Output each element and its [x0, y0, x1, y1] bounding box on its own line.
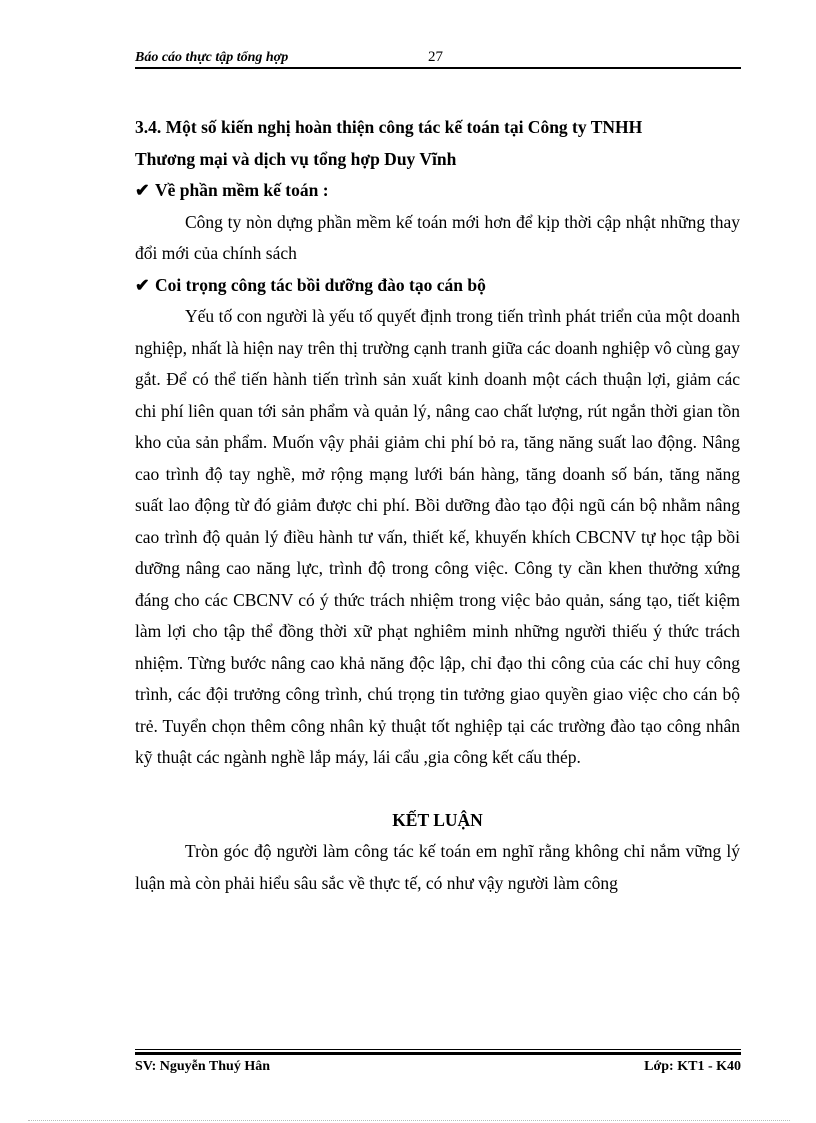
item-title-software: Về phần mềm kế toán :	[155, 180, 329, 200]
page-number: 27	[428, 49, 443, 65]
section-heading-line-2: Thương mại và dịch vụ tổng hợp Duy Vĩnh	[135, 148, 457, 169]
paragraph-conclusion: Tròn góc độ người làm công tác kế toán em nghĩ rằng không chỉ nắm vững lý luận mà còn phải hiểu sâu sắc về thực tế, có như vậy người làm công	[135, 841, 740, 893]
page-body	[135, 112, 740, 899]
header-title: Báo cáo thực tập tổng hợp	[135, 50, 289, 65]
check-icon: ✔	[135, 274, 150, 295]
paragraph-software: Công ty nòn dựng phần mềm kế toán mới hơn để kịp thời cập nhật những thay đổi mới của chính sách	[135, 211, 740, 263]
page-header	[135, 48, 741, 68]
footer-rule-thin	[135, 1049, 741, 1050]
header-rule	[135, 67, 741, 69]
item-heading-training	[135, 270, 740, 302]
item-title-training: Coi trọng công tác bồi dưỡng đào tạo cán bộ	[155, 274, 486, 295]
footer-rule-thick	[135, 1052, 741, 1055]
paragraph-training: Yếu tố con người là yếu tố quyết định trong tiến trình phát triển của một doanh nghiệp, nhất là hiện nay trên thị trường cạnh tranh giữa các doanh nghiệp vô cùng gay gắt. Để có thể tiến hành tiến trình sản xuất kinh doanh một cách thuận lợi, giảm các chi phí liên quan tới sản phẩm và quản lý, nâng cao chất lượng, rút ngắn thời gian tồn kho của sản phẩm. Muốn vậy phải giảm chi phí bỏ ra, tăng năng suất lao động. Nâng cao trình độ tay nghề, mở rộng mạng lưới bán hàng, tăng doanh số bán, tăng năng suất lao động từ đó giảm được chi phí. Bồi dưỡng đào tạo đội ngũ cán bộ nhằm nâng cao trình độ quản lý điều hành tư vấn, thiết kế, khuyến khích CBCNV tự học tập bồi dưỡng nâng cao năng lực, trình độ trong công việc. Công ty cần khen thưởng xứng đáng cho các CBCNV có ý thức trách nhiệm trong việc bảo quản, sáng tạo, tiết kiệm làm lợi cho tập thể đồng thời xữ phạt nghiêm minh những người thiếu ý thức trách nhiệm. Từng bước nâng cao khả năng độc lập, chỉ đạo thi công của các chỉ huy công trình, các đội trưởng công trình, chú trọng tin tưởng giao quyền giao việc cho cán bộ trẻ. Tuyển chọn thêm công nhân kỷ thuật tốt nghiệp tại các trường đào tạo công nhân kỹ thuật các ngành nghề lắp máy, lái cẩu ,gia công kết cấu thép.	[135, 306, 740, 767]
section-heading-line-1: 3.4. Một số kiến nghị hoàn thiện công tác kế toán tại Công ty TNHH	[135, 117, 643, 137]
page-footer	[135, 1059, 741, 1079]
check-icon: ✔	[135, 180, 150, 200]
footer-student: SV: Nguyễn Thuý Hân	[135, 1059, 271, 1074]
conclusion-title: KẾT LUẬN	[392, 809, 483, 830]
section-heading	[135, 112, 740, 175]
page-edge-divider	[28, 1120, 790, 1121]
item-heading-software	[135, 175, 740, 207]
footer-class: Lớp: KT1 - K40	[644, 1059, 741, 1074]
